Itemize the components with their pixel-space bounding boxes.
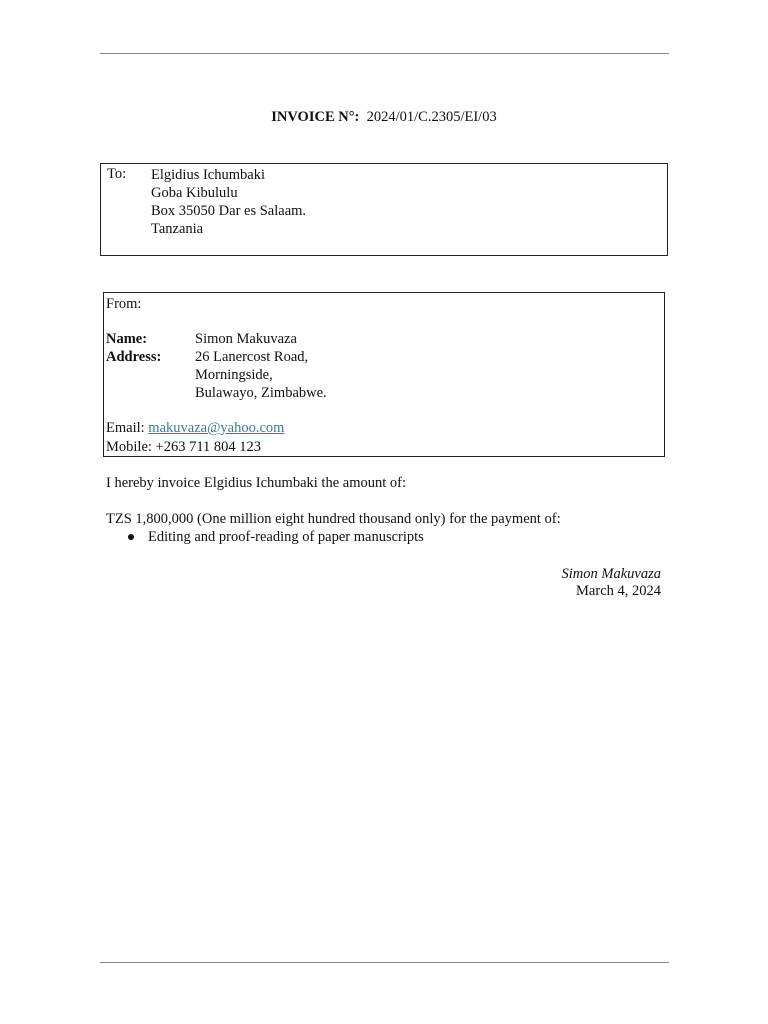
sender-name: Simon Makuvaza — [195, 331, 297, 347]
bullet-icon — [128, 534, 134, 540]
invoice-intro: I hereby invoice Elgidius Ichumbaki the amount of: — [106, 475, 406, 491]
invoice-number: 2024/01/C.2305/EI/03 — [366, 109, 497, 125]
recipient-address — [151, 166, 306, 238]
name-label: Name: — [106, 331, 148, 347]
to-label: To: — [107, 166, 127, 182]
invoice-date: March 4, 2024 — [576, 583, 661, 599]
recipient-line: Tanzania — [151, 221, 204, 237]
recipient-line: Goba Kibululu — [151, 185, 238, 201]
footer-rule — [100, 962, 669, 963]
sender-address-line: 26 Lanercost Road, — [195, 349, 309, 365]
invoice-amount: TZS 1,800,000 (One million eight hundred thousand only) for the payment of: — [106, 511, 561, 527]
email-label: Email: — [106, 420, 145, 436]
header-rule — [100, 53, 669, 54]
service-item: Editing and proof-reading of paper manuscripts — [148, 529, 424, 545]
recipient-line: Box 35050 Dar es Salaam. — [151, 203, 307, 219]
invoice-label: INVOICE N°: — [271, 109, 360, 125]
sender-box — [103, 292, 665, 457]
sender-address-line: Morningside, — [195, 367, 273, 383]
list-item — [128, 529, 424, 546]
sender-address-line: Bulawayo, Zimbabwe. — [195, 385, 327, 401]
recipient-name: Elgidius Ichumbaki — [151, 167, 265, 183]
invoice-title — [0, 109, 768, 126]
signature-name: Simon Makuvaza — [561, 566, 661, 582]
from-label: From: — [106, 296, 142, 312]
address-label: Address: — [106, 349, 162, 365]
email-row — [106, 419, 284, 437]
email-link[interactable]: makuvaza@yahoo.com — [148, 420, 285, 436]
recipient-box — [100, 163, 668, 256]
mobile-number: Mobile: +263 711 804 123 — [106, 439, 262, 455]
